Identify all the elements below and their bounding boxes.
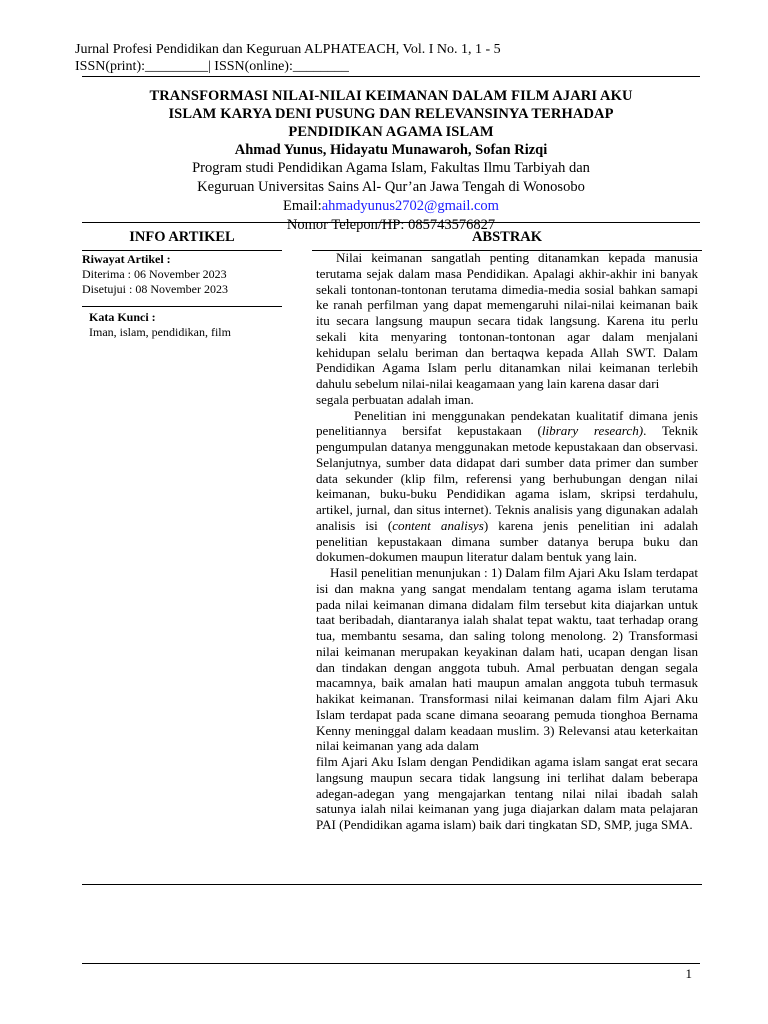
keywords-label: Kata Kunci : [89, 310, 156, 324]
keywords-block [89, 310, 231, 340]
received-date: Diterima : 06 November 2023 [82, 267, 227, 281]
section-top-rule [82, 222, 700, 223]
paper-title-line-2: ISLAM KARYA DENI PUSUNG DAN RELEVANSINYA TERHADAP [168, 106, 614, 122]
info-heading: INFO ARTIKEL [129, 229, 235, 245]
footer-rule [82, 963, 700, 964]
email-link[interactable]: ahmadyunus2702@gmail.com [321, 198, 499, 214]
abstract-body [316, 250, 698, 833]
issn-line: ISSN(print):_________| ISSN(online):________ [75, 59, 349, 74]
abstract-paragraph-2: Penelitian ini menggunakan pendekatan kualitatif dimana jenis penelitiannya bersifat kepustakaan (library research). Teknik pengumpulan datanya menggunakan metode kepustakaan dan observasi. Selanjutnya, sumber data didapat dari sumber data primer dan sumber data sekunder (klip film, referensi yang berhubungan dengan nilai keimanan, buku-buku Pendidikan agama islam, skripsi terdahulu, artikel, jurnal, dan situs internet). Teknis analisis yang digunakan adalah analisis isi (content analisys) karena jenis penelitian ini adalah penelitian kepustakaan dimana sumber datanya berupa buku dan dokumen-dokumen maupun literatur dalam bentuk yang lain. [316, 407, 698, 565]
abstract-heading: ABSTRAK [471, 229, 543, 245]
paper-title-line-1: TRANSFORMASI NILAI-NILAI KEIMANAN DALAM FILM AJARI AKU [149, 88, 633, 104]
affiliation-line-1: Program studi Pendidikan Agama Islam, Fakultas Ilmu Tarbiyah dan [192, 160, 590, 176]
approved-date: Disetujui : 08 November 2023 [82, 282, 228, 296]
email-label: Email: [283, 198, 322, 214]
page-number: 1 [685, 966, 692, 981]
phone-line: Nomor Telepon/HP: 085743576827 [286, 217, 496, 233]
history-label: Riwayat Artikel : [82, 252, 171, 266]
authors: Ahmad Yunus, Hidayatu Munawaroh, Sofan Rizqi [234, 142, 548, 158]
abstract-paragraph-3: Hasil penelitian menunjukan : 1) Dalam film Ajari Aku Islam terdapat isi dan makna yang sangat mendalam tentang agama islam terutama pada nilai keimanan dimana didalam film tersebut kita diajarkan untuk taat beribadah, diantaranya ialah shalat tepat waktu, taat terhadap orang tua, membantu sesama, dan saling tolong menolong. 2) Transformasi nilai keimanan merupakan keyakinan dalam hati, ucapan dengan lisan dan tindakan dengan anggota tubuh. Amal perbuatan dengan segala macamnya, baik amalan hati maupun amalan anggota tubuh termasuk hakikat keimanan. Transformasi nilai keimanan dalam film Ajari Aku Islam terdapat pada scane dimana seoarang pemuda tionghoa Bernama Kenny meninggal dalam keadaan muslim. 3) Relevansi atau keterkaitan nilai keimanan yang ada dalam [316, 565, 698, 754]
header-rule [82, 76, 700, 77]
section-bottom-rule [82, 884, 702, 885]
affiliation-line-2: Keguruan Universitas Sains Al- Qur’an Jawa Tengah di Wonosobo [197, 179, 585, 195]
keywords: Iman, islam, pendidikan, film [89, 325, 231, 339]
title-block [82, 87, 700, 235]
article-info [82, 250, 282, 297]
email-line [82, 197, 700, 216]
info-rule-mid [82, 306, 282, 307]
abstract-paragraph-4: film Ajari Aku Islam dengan Pendidikan agama islam sangat erat secara langsung maupun secara tidak langsung ini terlihat dalam beberapa adegan-adegan yang mengajarkan tentang nilai nilai ibadah salah satunya ialah nilai keimanan yang juga diajarkan dalam mata pelajaran PAI (Pendidikan agama islam) baik dari tingkatan SD, SMP, juga SMA. [316, 754, 698, 832]
journal-citation: Jurnal Profesi Pendidikan dan Keguruan ALPHATEACH, Vol. I No. 1, 1 - 5 [75, 42, 501, 57]
abstract-paragraph-1: Nilai keimanan sangatlah penting ditanamkan kepada manusia terutama sejak dalam masa Pendidikan. Apalagi akhir-akhir ini banyak sekali tontonan-tontonan terutama dimedia-media sosial bahkan samapi ke ranah perfilman yang dapat memengaruhi nilai-nilai keimanan baik itu secara langsung maupun secara tidak langsung. Karena itu perlu sekali kita menyaring tontonan-tontonan agar dalam menjalani kehidupan selalu beriman dan bertaqwa kepada Allah SWT. Dalam Pendidikan Agama Islam perlu ditanamkan nilai keimanan terlebih dahulu sebelum nilai-nilai keagamaan yang lain karena dasar dari [316, 250, 698, 391]
paper-title-line-3: PENDIDIKAN AGAMA ISLAM [288, 124, 494, 140]
abstract-paragraph-1-end: segala perbuatan adalah iman. [316, 391, 474, 407]
